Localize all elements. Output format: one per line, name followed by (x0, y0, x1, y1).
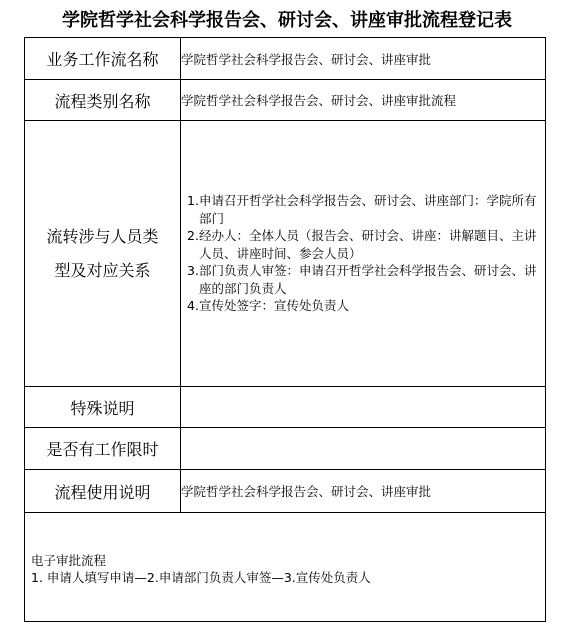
personnel-relations-label-line1: 流转涉与人员类 (46, 226, 159, 246)
personnel-relations-list (181, 192, 545, 315)
list-item-text: 宣传处签字：宣传处负责人 (198, 298, 349, 314)
approval-flow-cell (25, 513, 546, 622)
row-process-usage (25, 470, 546, 513)
form-title: 学院哲学社会科学报告会、研讨会、讲座审批流程登记表 (62, 10, 512, 31)
list-item-number: 3. (187, 263, 199, 279)
list-item (187, 297, 537, 315)
row-approval-flow (25, 513, 546, 622)
time-limit-label: 是否有工作限时 (25, 428, 181, 470)
personnel-relations-label-line2: 型及对应关系 (54, 260, 151, 280)
list-item-number: 1. (187, 193, 199, 209)
row-workflow-name (25, 38, 546, 80)
process-category-label: 流程类别名称 (25, 80, 181, 121)
workflow-name-label: 业务工作流名称 (25, 38, 181, 80)
list-item-text: 申请召开哲学社会科学报告会、研讨会、讲座部门：学院所有部门 (198, 193, 537, 226)
approval-flow-steps: 1. 申请人填写申请—2.申请部门负责人审签—3.宣传处负责人 (31, 569, 371, 585)
list-item-number: 2. (187, 228, 199, 244)
special-notes-value (181, 387, 546, 428)
list-item-number: 4. (187, 298, 199, 314)
row-special-notes (25, 387, 546, 428)
personnel-relations-value-cell (181, 121, 546, 387)
approval-flow-heading: 电子审批流程 (31, 552, 107, 568)
time-limit-value (181, 428, 546, 470)
list-item-text: 经办人：全体人员（报告会、研讨会、讲座：讲解题目、主讲人员、讲座时间、参会人员） (198, 228, 537, 261)
row-time-limit (25, 428, 546, 470)
registration-form-table (24, 37, 546, 622)
personnel-relations-label-cell (25, 121, 181, 387)
approval-flow-content (25, 549, 545, 586)
process-category-value: 学院哲学社会科学报告会、研讨会、讲座审批流程 (181, 80, 546, 121)
process-usage-value: 学院哲学社会科学报告会、研讨会、讲座审批 (181, 470, 546, 513)
list-item (187, 192, 537, 227)
row-process-category (25, 80, 546, 121)
list-item (187, 227, 537, 262)
process-usage-label: 流程使用说明 (25, 470, 181, 513)
list-item-text: 部门负责人审签：申请召开哲学社会科学报告会、研讨会、讲座的部门负责人 (198, 263, 537, 296)
special-notes-label: 特殊说明 (25, 387, 181, 428)
row-personnel-relations (25, 121, 546, 387)
workflow-name-value: 学院哲学社会科学报告会、研讨会、讲座审批 (181, 38, 546, 80)
list-item (187, 262, 537, 297)
